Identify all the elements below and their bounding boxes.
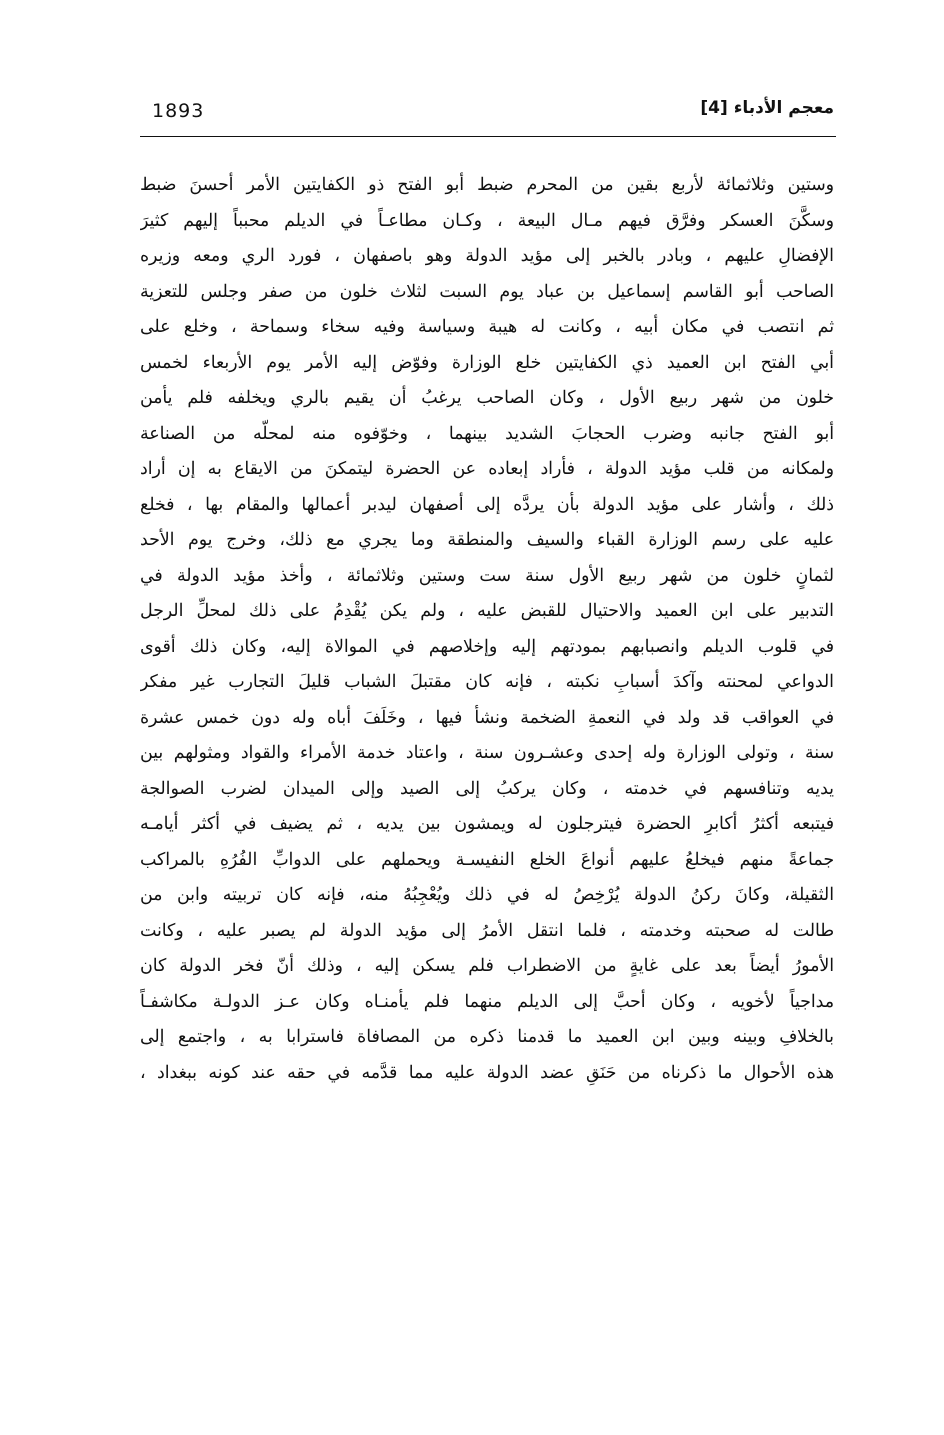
text-line: في العواقب قد ولد في النعمةِ الضخمة ونشأ فيها ، وخَلَفَ أباه وله دون خمس عشرة — [140, 707, 834, 728]
body-text — [140, 168, 834, 1091]
text-line: الصاحب أبو القاسم إسماعيل بن عباد يوم السبت لثلاث خلون من صفر وجلس للتعزية — [140, 281, 834, 302]
text-line: فيتبعه أكثرُ أكابرِ الحضرة فيترجلون له ويمشون بين يديه ، ثم يضيف في أكثر أيامـه — [140, 814, 834, 834]
text-line: الأمورُ أيضاً بعد على غايةٍ من الاضطراب فلم يسكن إليه ، وذلك أنّ فخر الدولة كان — [140, 956, 834, 976]
text-line: يديه وتنافسهم في خدمته ، وكان يركبُ إلى الصيد وإلى الميدان لضرب الصوالجة — [140, 778, 834, 799]
text-line: ثم انتصب في مكان أبيه ، وكانت له هيبة وسياسة وفيه سخاء وسماحة ، وخلع على — [140, 317, 834, 337]
text-line: سنة ، وتولى الوزارة وله إحدى وعشـرون سنة ، واعتاد خدمة الأمراء والقواد ومثولهم بين — [140, 743, 834, 763]
text-line: ذلك ، وأشار على مؤيد الدولة بأن يردَّه إلى أصفهان ليدبر أعمالها والمقام بها ، فخلع — [140, 494, 834, 515]
text-line: التدبير على ابن العميد والاحتيال للقبض عليه ، ولم يكن يُقْدِمُ على ذلك لمحلِّ الرجل — [140, 601, 834, 621]
text-line: عليه على رسم الوزارة القباء والسيف والمنطقة وما يجري مع ذلك، وخرج يوم الأحد — [140, 530, 834, 550]
text-line: الإفضالِ عليهم ، وبادر بالخبر إلى مؤيد الدولة وهو باصفهان ، فورد الري ومعه وزيره — [140, 246, 834, 266]
text-line: هذه الأحوال ما ذكرناه من حَنَقِ عضد الدولة عليه مما قدَّمه في حقه عند كونه ببغداد ، — [140, 1062, 834, 1083]
page-header — [140, 96, 834, 130]
text-line: وستين وثلاثمائة لأربع بقين من المحرم ضبط أبو الفتح ذو الكفايتين الأمر أحسنَ ضبط — [140, 175, 834, 195]
text-line: ولمكانه من قلب مؤيد الدولة ، فأراد إبعاده عن الحضرة ليتمكنَ من الايقاع به إن أراد — [140, 459, 834, 479]
text-line: خلون من شهر ربيع الأول ، وكان الصاحب يرغبُ أن يقيم بالري ويخلفه فلم يأمن — [140, 388, 834, 408]
text-line: مداجياً لأخويه ، وكان أحبَّ إلى الديلم منهما فلم يأمنـاه وكان عـز الدولـة مكاشفـاً — [140, 991, 834, 1012]
text-line: الدواعي لمحنته وآكدَ أسبابِ نكبته ، فإنه كان مقتبلَ الشباب قليلَ التجارب غير مفكر — [140, 672, 834, 692]
header-rule — [140, 136, 836, 137]
page-number: 1893 — [152, 100, 205, 122]
text-line: جماعةً منهم فيخلعُ عليهم أنواعَ الخلع النفيسـة ويحملهم على الدوابِّ الفُرُهِ بالمراكب — [140, 849, 834, 870]
text-line: أبو الفتح جانبه وضرب الحجابَ الشديد بينهما ، وخوّفوه منه لمحلّه من الصناعة — [140, 423, 834, 444]
text-line: أبي الفتح ابن العميد ذي الكفايتين خلع الوزارة وفوّض إليه الأمر يوم الأربعاء لخمس — [140, 352, 834, 373]
text-line: بالخلافِ وبينه وبين ابن العميد ما قدمنا ذكره من المصافاة فاسترابا به ، واجتمع إلى — [140, 1027, 834, 1047]
text-line: في قلوب الديلم وانصبابهم بمودتهم إليه وإخلاصهم في الموالاة إليه، وكان ذلك أقوى — [140, 636, 834, 657]
running-title: معجم الأدباء [4] — [700, 98, 834, 118]
text-line: لثمانٍ خلون من شهر ربيع الأول سنة ست وستين وثلاثمائة ، وأخذ مؤيد الدولة في — [140, 565, 834, 586]
text-line: الثقيلة، وكانَ ركنُ الدولة يُرْخِصُ له في ذلك ويُعْجِبُهُ منه، فإنه كان تربيته وابن من — [140, 885, 834, 905]
text-line: وسكَّنَ العسكر وفرَّق فيهم مـال البيعة ، وكـان مطاعـاً في الديلم محبباً إليهم كثيرَ — [140, 210, 834, 231]
text-line: طالت له صحبته وخدمته ، فلما انتقل الأمرُ إلى مؤيد الدولة لم يصبر عليه ، وكانت — [140, 920, 834, 941]
